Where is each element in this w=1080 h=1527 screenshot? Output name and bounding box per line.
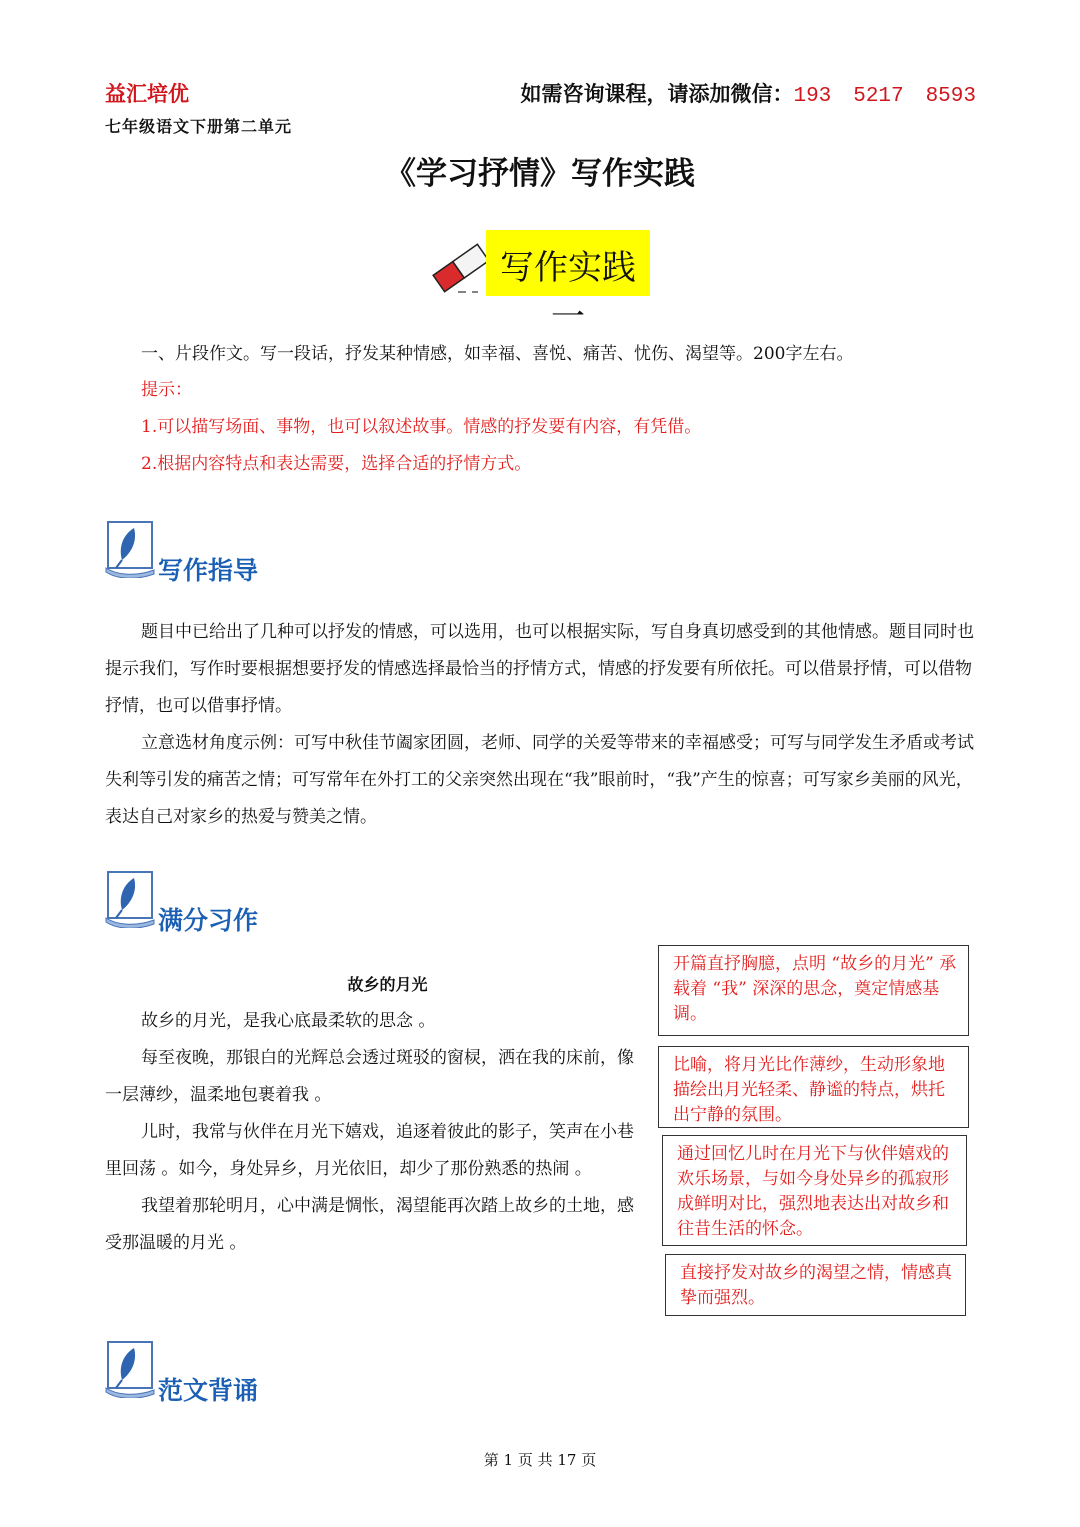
essay-body [105, 1003, 635, 1262]
phone-part-2: 5217 [853, 85, 904, 108]
essay-paragraph: 我望着那轮明月，心中满是惆怅，渴望能再次踏上故乡的土地，感受那温暖的月光 。 [105, 1196, 634, 1253]
section-title-essay: 满分习作 [158, 906, 259, 935]
essay-paragraph: 每至夜晚，那银白的光辉总会透过斑驳的窗棂，洒在我的床前，像一层薄纱，温柔地包裹着我 。 [105, 1048, 634, 1105]
question-text: 一、片段作文。写一段话，抒发某种情感，如幸福、喜悦、痛苦、忧伤、渴望等。200字左右。 [141, 344, 854, 364]
annotation-box: 通过回忆儿时在月光下与伙伴嬉戏的欢乐场景，与如今身处异乡的孤寂形成鲜明对比，强烈地表达出对故乡和往昔生活的怀念。 [662, 1135, 967, 1246]
brand-name: 益汇培优 [105, 81, 189, 106]
guide-paragraph: 立意选材角度示例：可写中秋佳节阖家团圆，老师、同学的关爱等带来的幸福感受；可写与同学发生矛盾或考试失利等引发的痛苦之情；可写常年在外打工的父亲突然出现在“我”眼前时，“我”产生的惊喜；可写家乡美丽的风光，表达自己对家乡的热爱与赞美之情。 [105, 733, 974, 827]
quill-book-icon [104, 520, 156, 578]
essay-paragraph: 故乡的月光，是我心底最柔软的思念 。 [141, 1011, 436, 1031]
essay-title: 故乡的月光 [347, 975, 428, 994]
annotation-box: 直接抒发对故乡的渴望之情，情感真挚而强烈。 [665, 1254, 966, 1316]
annotation-box: 开篇直抒胸臆，点明 “故乡的月光” 承载着 “我” 深深的思念，奠定情感基调。 [658, 945, 969, 1036]
quill-book-icon [104, 1340, 156, 1398]
hint-item: 2.根据内容特点和表达需要，选择合适的抒情方式。 [141, 454, 532, 474]
annotation-box: 比喻，将月光比作薄纱，生动形象地描绘出月光轻柔、静谧的特点，烘托出宁静的氛围。 [658, 1046, 969, 1128]
quill-book-icon [104, 870, 156, 928]
practice-banner [428, 230, 652, 337]
hint-item: 1.可以描写场面、事物，也可以叙述故事。情感的抒发要有内容，有凭借。 [141, 417, 702, 437]
essay-paragraph: 儿时，我常与伙伴在月光下嬉戏，追逐着彼此的影子，笑声在小巷里回荡 。如今，身处异乡，月光依旧，却少了那份熟悉的热闹 。 [105, 1122, 634, 1179]
eraser-icon [428, 238, 494, 298]
page-footer: 第 1 页 共 17 页 [483, 1451, 597, 1469]
phone-part-3: 8593 [925, 85, 976, 108]
practice-label: 写作实践一 [500, 248, 636, 337]
section-title-recite: 范文背诵 [158, 1376, 259, 1405]
guide-paragraph: 题目中已给出了几种可以抒发的情感，可以选用，也可以根据实际，写自身真切感受到的其他情感。题目同时也提示我们，写作时要根据想要抒发的情感选择最恰当的抒情方式，情感的抒发要有所依托。可以借景抒情，可以借物抒情，也可以借事抒情。 [105, 622, 974, 716]
section-title-guide: 写作指导 [158, 556, 259, 585]
contact-line [520, 78, 976, 108]
hint-title: 提示： [141, 380, 192, 400]
grade-label: 七年级语文下册第二单元 [105, 117, 293, 136]
page-title: 《学习抒情》写作实践 [385, 156, 695, 192]
contact-prefix: 如需咨询课程，请添加微信： [520, 81, 794, 106]
practice-highlight [486, 230, 650, 337]
guide-text [105, 614, 977, 836]
phone-part-1: 193 [793, 85, 832, 108]
